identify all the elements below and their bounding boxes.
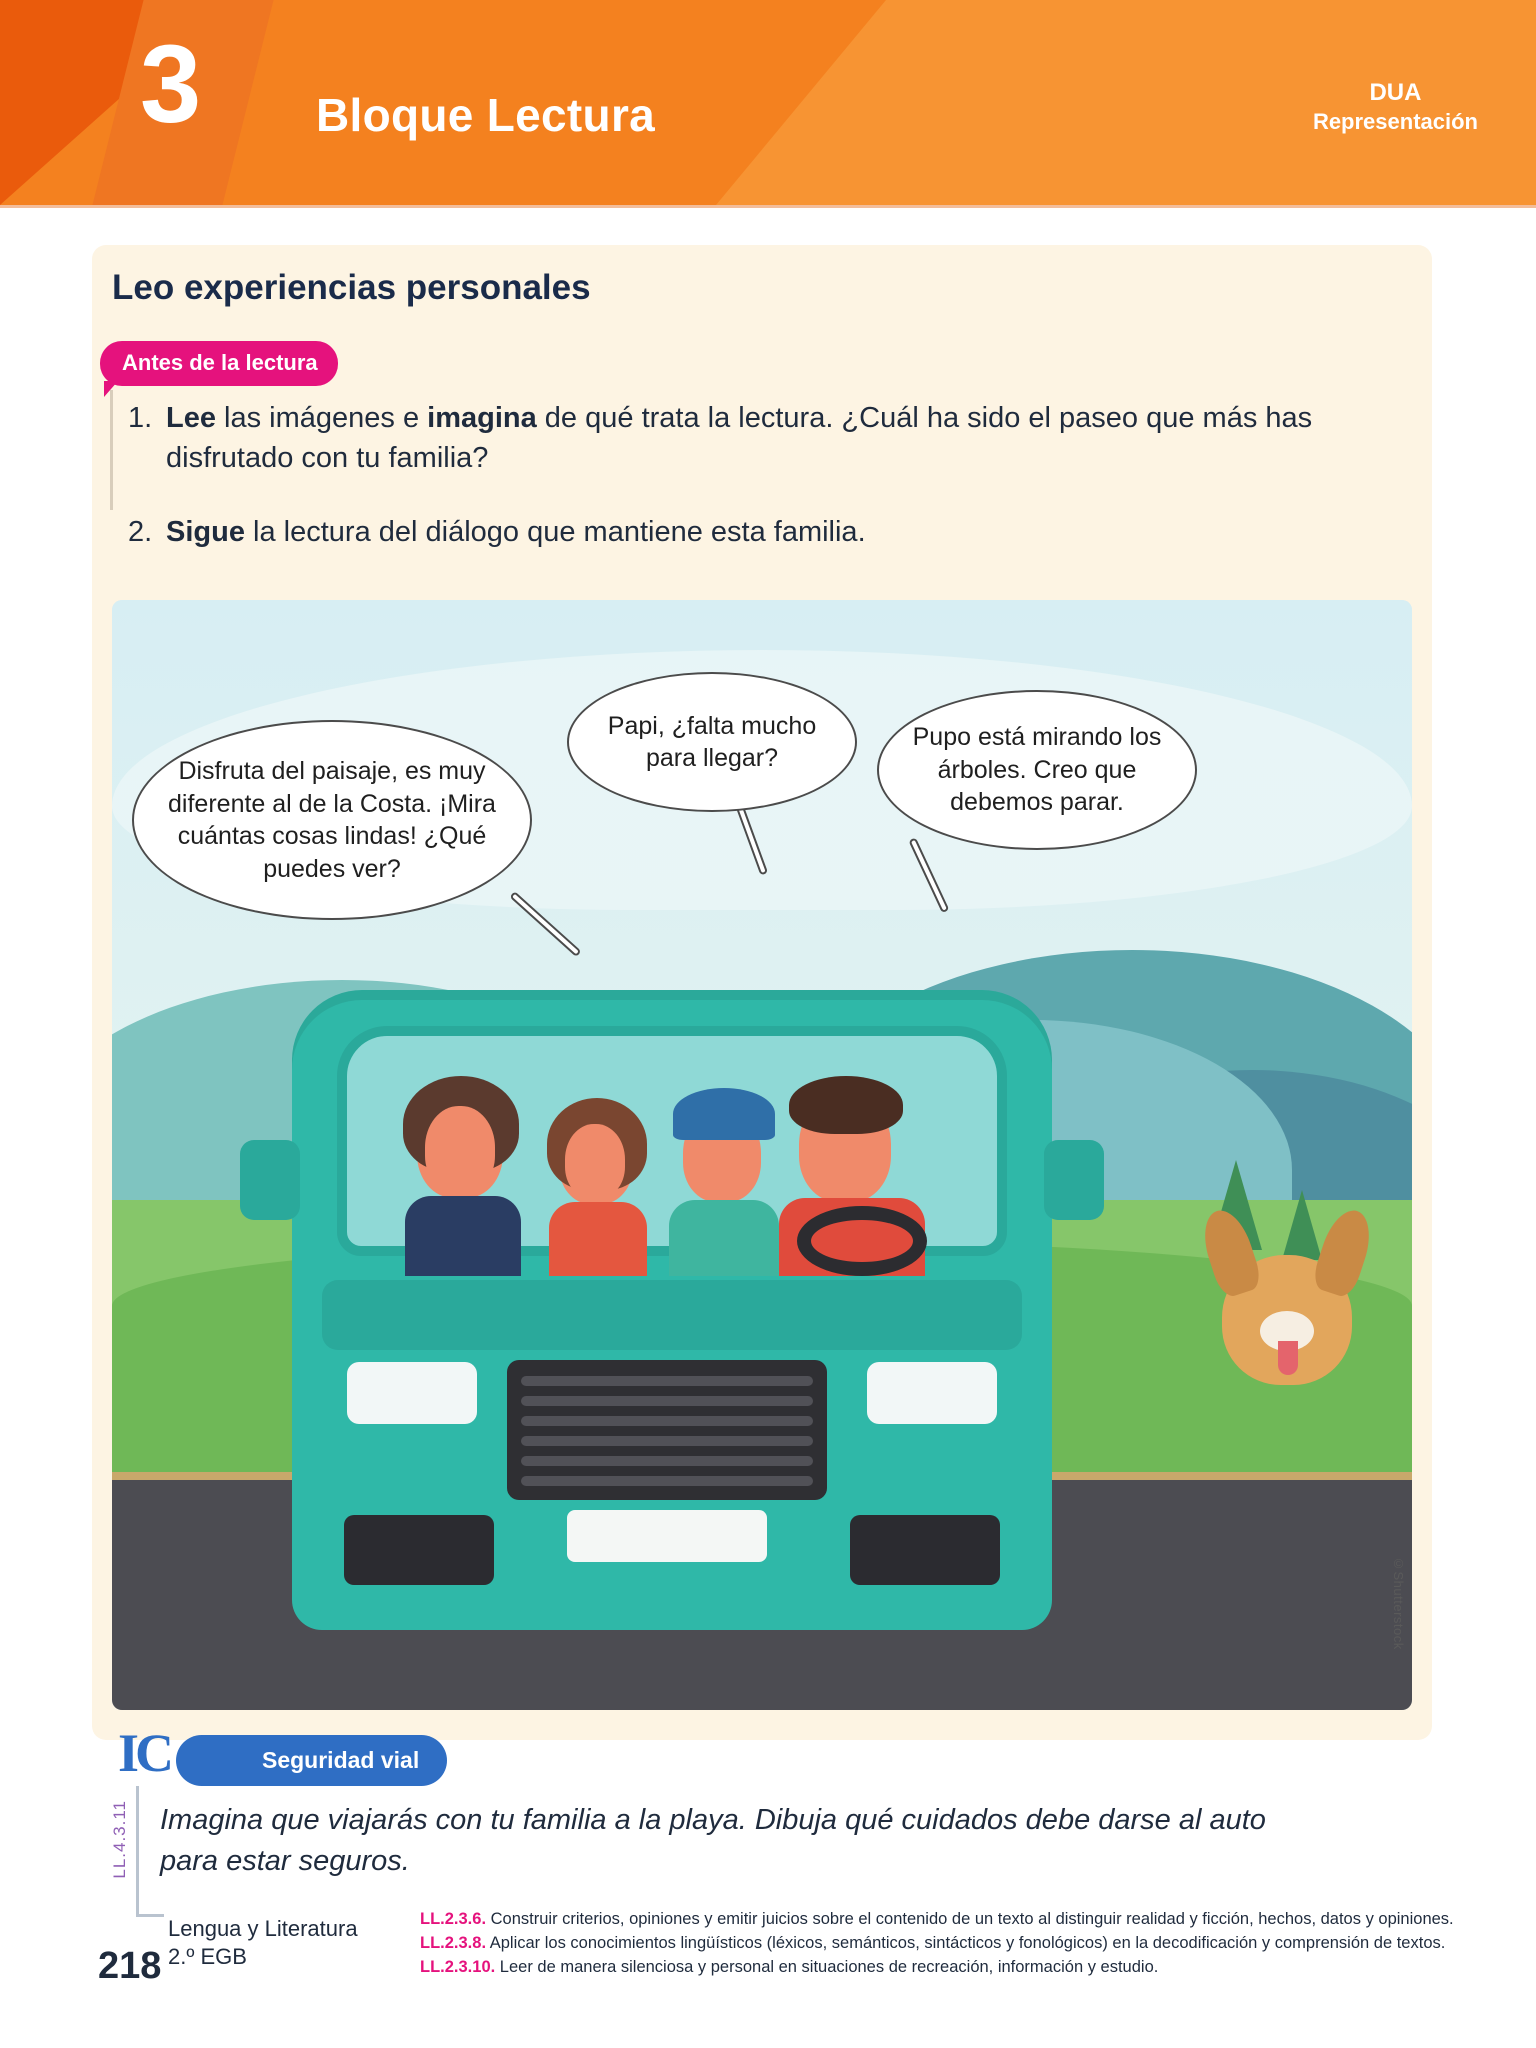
car-vent-right xyxy=(850,1515,1000,1585)
list-item-index: 1. xyxy=(128,402,153,434)
character-girl-face xyxy=(565,1124,625,1198)
seguridad-vial-rail xyxy=(136,1786,139,1916)
list-item-index: 2. xyxy=(128,516,153,549)
car-mirror-right xyxy=(1044,1140,1104,1220)
car-grill xyxy=(507,1360,827,1500)
section-title: Leo experiencias personales xyxy=(112,268,591,307)
dua-line-2: Representación xyxy=(1312,109,1478,134)
destrezas-list xyxy=(420,1908,1460,1980)
footer-subject-line-1: Lengua y Literatura xyxy=(168,1916,358,1941)
destreza-code: LL.2.3.10. xyxy=(420,1958,496,1977)
speech-bubble: Papi, ¿falta mucho para llegar? xyxy=(567,672,857,812)
seguridad-vial-icon: IC xyxy=(118,1723,171,1783)
illustration-dog xyxy=(1222,1255,1352,1385)
destreza-text: Aplicar los conocimientos lingüísticos (léxicos, semánticos, sintácticos y fonológicos) en la decodificación y comprensión de textos. xyxy=(489,1934,1446,1953)
car-license-plate xyxy=(567,1510,767,1562)
illustration-car xyxy=(292,990,1052,1630)
list-item-text: Lee las imágenes e imagina de qué trata la lectura. ¿Cuál ha sido el paseo que más has disfrutado con tu familia? xyxy=(166,402,1313,475)
car-headlight-left xyxy=(347,1362,477,1424)
footer-subject xyxy=(168,1915,358,1970)
speech-bubble: Disfruta del paisaje, es muy diferente al de la Costa. ¡Mira cuántas cosas lindas! ¿Qué puedes ver? xyxy=(132,720,532,920)
list-item-text: Sigue la lectura del diálogo que mantiene esta familia. xyxy=(166,516,866,549)
page-title: Bloque Lectura xyxy=(316,89,656,141)
car-hood xyxy=(322,1280,1022,1350)
destreza-item xyxy=(420,1908,1460,1932)
character-mother-face xyxy=(425,1106,495,1192)
activity-rail xyxy=(110,390,113,510)
character-mother-body xyxy=(405,1196,521,1276)
speech-bubble: Pupo está mirando los árboles. Creo que debemos parar. xyxy=(877,690,1197,850)
badge-antes-de-la-lectura: Antes de la lectura xyxy=(100,341,338,386)
illustration-family-car xyxy=(112,600,1412,1710)
destreza-code: LL.2.3.6. xyxy=(420,1910,487,1929)
car-mirror-left xyxy=(240,1140,300,1220)
car-vent-left xyxy=(344,1515,494,1585)
character-father-hair xyxy=(789,1076,903,1134)
character-boy-cap xyxy=(673,1088,775,1140)
dua-label xyxy=(1313,78,1478,136)
destreza-item xyxy=(420,1956,1460,1980)
character-girl-body xyxy=(549,1202,647,1276)
destreza-text: Leer de manera silenciosa y personal en situaciones de recreación, información y estudio. xyxy=(499,1958,1159,1977)
destreza-code: LL.2.3.8. xyxy=(420,1934,487,1953)
page-number: 218 xyxy=(98,1945,162,1987)
block-number: 3 xyxy=(140,23,202,146)
tree-icon xyxy=(1282,1190,1322,1260)
seguridad-vial-text: Imagina que viajarás con tu familia a la playa. Dibuja qué cuidados debe darse al auto para estar seguros. xyxy=(160,1804,1266,1877)
header-rule xyxy=(0,205,1536,208)
steering-wheel-icon xyxy=(797,1206,927,1276)
list-item xyxy=(128,512,1418,552)
list-item xyxy=(128,398,1418,478)
car-windshield xyxy=(337,1026,1007,1256)
car-headlight-right xyxy=(867,1362,997,1424)
activity-list xyxy=(128,398,1418,580)
image-credit: ©Shutterstock xyxy=(1391,1556,1406,1650)
destreza-code-vertical: LL.4.3.11 xyxy=(110,1800,129,1879)
seguridad-vial-rail-foot xyxy=(136,1914,164,1917)
badge-seguridad-vial: Seguridad vial xyxy=(176,1735,447,1786)
page-header xyxy=(0,0,1536,205)
character-boy-body xyxy=(669,1200,779,1276)
destreza-item xyxy=(420,1932,1460,1956)
dua-line-1: DUA xyxy=(1369,79,1422,106)
footer-subject-line-2: 2.º EGB xyxy=(168,1943,247,1969)
dog-tongue xyxy=(1278,1341,1298,1375)
destreza-text: Construir criterios, opiniones y emitir juicios sobre el contenido de un texto al distinguir realidad y ficción, hechos, datos y opiniones. xyxy=(490,1910,1454,1929)
